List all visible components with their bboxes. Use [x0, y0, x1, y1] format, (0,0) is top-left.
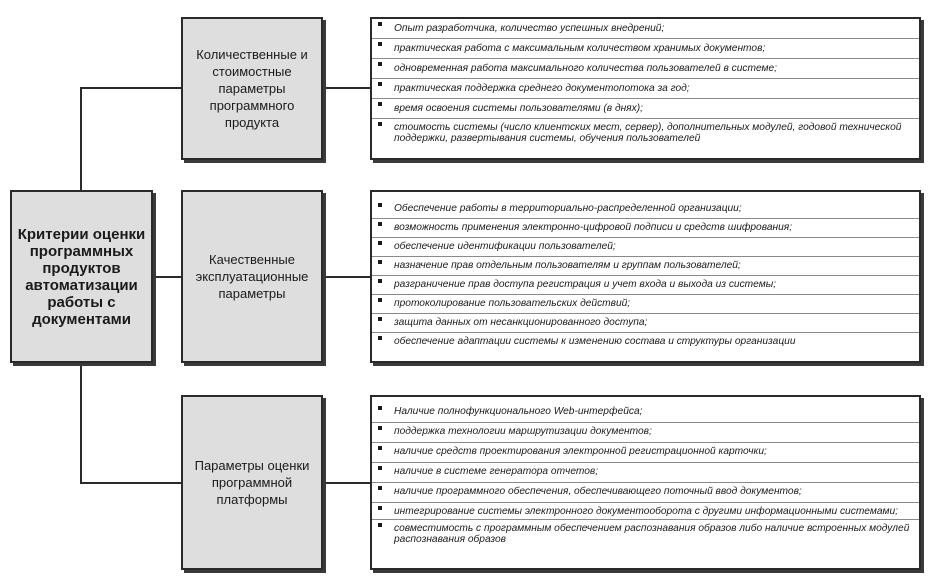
criterion-text: назначение прав отдельным пользователям и группам пользователей; [394, 260, 741, 271]
list-item [372, 99, 919, 119]
bullet-icon [378, 506, 382, 510]
main-criteria-box [10, 190, 153, 363]
list-item [372, 276, 919, 295]
connector-cat1-to-list1 [322, 87, 370, 89]
criterion-text: наличие программного обеспечения, обеспечивающего поточный ввод документов; [394, 486, 802, 497]
category-title-qualitative: Качественные эксплуатационные параметры [195, 252, 309, 301]
bullet-icon [378, 406, 382, 410]
list-item [372, 503, 919, 520]
bullet-icon [378, 446, 382, 450]
bullet-icon [378, 523, 382, 527]
criterion-text: поддержка технологии маршрутизации документов; [394, 426, 652, 437]
list-item [372, 39, 919, 59]
criterion-text: стоимость системы (число клиентских мест, сервер), дополнительных модулей, годовой технической поддержки, развертывания системы, обучения пользователей [394, 122, 902, 144]
list-item [372, 79, 919, 99]
bullet-icon [378, 298, 382, 302]
criterion-text: Обеспечение работы в территориально-распределенной организации; [394, 203, 742, 214]
criterion-text: Наличие полнофункционального Web-интерфейса; [394, 406, 643, 417]
list-item [372, 314, 919, 333]
list-item [372, 59, 919, 79]
bullet-icon [378, 62, 382, 66]
criterion-text: практическая поддержка среднего документопотока за год; [394, 83, 690, 94]
criterion-text: возможность применения электронно-цифровой подписи и средств шифрования; [394, 222, 793, 233]
bullet-icon [378, 102, 382, 106]
criterion-text: практическая работа с максимальным количеством хранимых документов; [394, 43, 766, 54]
criterion-text: защита данных от несанкционированного доступа; [394, 317, 648, 328]
bullet-icon [378, 42, 382, 46]
criterion-text: совместимость с программным обеспечением распознавания образов либо наличие встроенных модулей распознавания образов [394, 523, 910, 545]
list-item [372, 333, 919, 351]
list-item [372, 443, 919, 463]
criterion-text: разграничение прав доступа регистрация и учет входа и выхода из системы; [394, 279, 777, 290]
list-item [372, 423, 919, 443]
criteria-list-qualitative [372, 200, 919, 351]
list-item [372, 119, 919, 145]
bullet-icon [378, 203, 382, 207]
category-box-quantitative [181, 17, 323, 160]
list-item [372, 295, 919, 314]
criteria-list-quantitative [372, 19, 919, 145]
criteria-list-box-qualitative [370, 190, 921, 363]
bullet-icon [378, 317, 382, 321]
criteria-list-platform [372, 403, 919, 547]
criteria-list-box-platform [370, 395, 921, 570]
bullet-icon [378, 279, 382, 283]
bullet-icon [378, 241, 382, 245]
bullet-icon [378, 336, 382, 340]
criterion-text: обеспечение идентификации пользователей; [394, 241, 616, 252]
list-item [372, 403, 919, 423]
criterion-text: наличие в системе генератора отчетов; [394, 466, 599, 477]
list-item [372, 238, 919, 257]
bullet-icon [378, 426, 382, 430]
bullet-icon [378, 82, 382, 86]
connector-main-vertical-top [80, 87, 82, 190]
criterion-text: протоколирование пользовательских действий; [394, 298, 631, 309]
connector-cat3-to-list3 [322, 482, 370, 484]
list-item [372, 219, 919, 238]
criterion-text: наличие средств проектирования электронной регистрационной карточки; [394, 446, 767, 457]
list-item [372, 483, 919, 503]
bullet-icon [378, 22, 382, 26]
connector-main-vertical-bottom [80, 363, 82, 483]
bullet-icon [378, 222, 382, 226]
main-criteria-title: Критерии оценки программных продуктов автоматизации работы с документами [17, 225, 146, 328]
bullet-icon [378, 486, 382, 490]
bullet-icon [378, 260, 382, 264]
category-title-platform: Параметры оценки программной платформы [194, 458, 310, 507]
list-item [372, 257, 919, 276]
list-item [372, 520, 919, 547]
connector-main-to-cat2 [152, 276, 181, 278]
list-item [372, 200, 919, 219]
criterion-text: обеспечение адаптации системы к изменению состава и структуры организации [394, 336, 796, 347]
connector-main-to-cat3 [80, 482, 181, 484]
criteria-list-box-quantitative [370, 17, 921, 160]
connector-main-to-cat1 [80, 87, 181, 89]
list-item [372, 463, 919, 483]
criterion-text: Опыт разработчика, количество успешных внедрений; [394, 23, 665, 34]
category-box-platform [181, 395, 323, 570]
connector-cat2-to-list2 [322, 276, 370, 278]
bullet-icon [378, 122, 382, 126]
category-box-qualitative [181, 190, 323, 363]
criterion-text: время освоения системы пользователями (в днях); [394, 103, 643, 114]
criterion-text: одновременная работа максимального количества пользователей в системе; [394, 63, 778, 74]
list-item [372, 19, 919, 39]
category-title-quantitative: Количественные и стоимостные параметры программного продукта [196, 47, 308, 130]
criterion-text: интегрирование системы электронного документооборота с другими информационными системами; [394, 506, 898, 517]
bullet-icon [378, 466, 382, 470]
